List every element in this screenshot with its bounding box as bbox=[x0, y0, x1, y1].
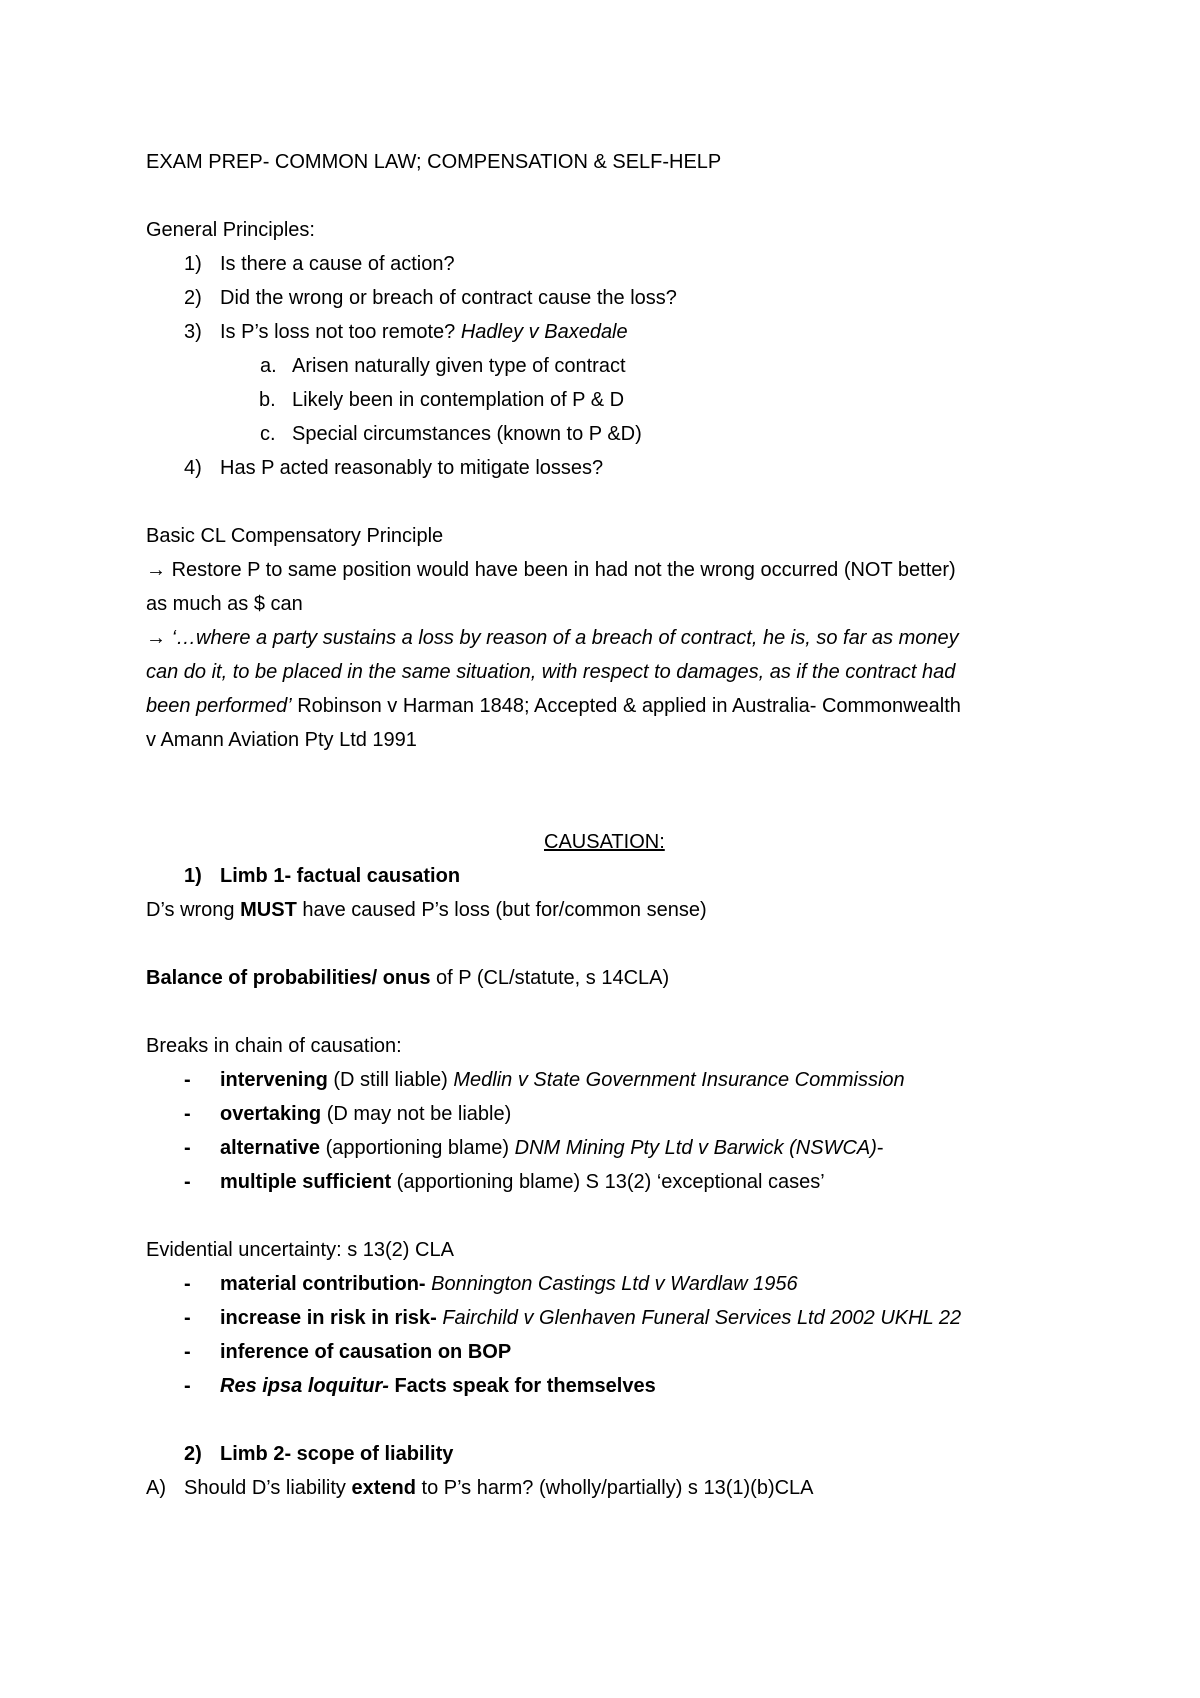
text-span: (apportioning blame) bbox=[320, 1137, 515, 1159]
text-span: to P’s harm? (wholly/partially) s 13(1)(b)CLA bbox=[415, 1477, 814, 1499]
sublist-letter: c. bbox=[260, 423, 276, 445]
bullet-dash: - bbox=[184, 1273, 191, 1295]
breaks-heading: Breaks in chain of causation: bbox=[146, 1035, 402, 1057]
text-span: have caused P’s loss (but for/common sense) bbox=[296, 899, 707, 921]
causation-heading: CAUSATION: bbox=[544, 831, 665, 853]
limb1-text bbox=[146, 896, 707, 924]
arrow-icon: → bbox=[146, 627, 166, 649]
emphasis: material contribution- bbox=[220, 1273, 426, 1295]
sublist-letter: b. bbox=[259, 389, 276, 411]
quote-line bbox=[146, 692, 961, 720]
text-span: (D still liable) bbox=[327, 1069, 454, 1091]
emphasis: increase in risk in risk- bbox=[220, 1307, 437, 1329]
text-span: Should D’s liability bbox=[184, 1477, 352, 1499]
list-item-text: Is P’s loss not too remote? bbox=[220, 321, 461, 343]
bullet-dash: - bbox=[184, 1103, 191, 1125]
emphasis: Res ipsa loquitur- bbox=[220, 1375, 389, 1397]
list-item: Is there a cause of action? bbox=[220, 253, 455, 275]
emphasis: extend bbox=[351, 1477, 416, 1499]
case-citation: DNM Mining Pty Ltd v Barwick (NSWCA) bbox=[514, 1137, 877, 1159]
case-citation: Robinson v Harman 1848; Accepted & applied in Australia- Commonwealth bbox=[291, 695, 961, 717]
list-item: Has P acted reasonably to mitigate losses? bbox=[220, 457, 604, 479]
quote-line bbox=[146, 624, 959, 652]
case-citation: Medlin v State Government Insurance Commission bbox=[453, 1069, 905, 1091]
case-citation: Bonnington Castings Ltd v Wardlaw 1956 bbox=[425, 1273, 798, 1295]
emphasis: intervening bbox=[220, 1069, 328, 1091]
general-principles-heading: General Principles: bbox=[146, 219, 315, 241]
compensatory-text: Restore P to same position would have been in had not the wrong occurred (NOT better) bbox=[171, 559, 956, 581]
bullet-dash: - bbox=[184, 1307, 191, 1329]
quote-text: been performed’ bbox=[146, 695, 292, 717]
limb1-heading: Limb 1- factual causation bbox=[220, 865, 461, 887]
list-item bbox=[220, 1304, 961, 1332]
list-number: 4) bbox=[184, 457, 202, 479]
quote-line: can do it, to be placed in the same situation, with respect to damages, as if the contract had bbox=[146, 661, 956, 683]
case-citation: v Amann Aviation Pty Ltd 1991 bbox=[146, 729, 417, 751]
emphasis: overtaking bbox=[220, 1103, 322, 1125]
sublist-letter: a. bbox=[260, 355, 277, 377]
burden-of-proof bbox=[146, 964, 669, 992]
limb-number: 1) bbox=[184, 865, 202, 887]
list-item: inference of causation on BOP bbox=[220, 1341, 512, 1363]
limb2-heading: Limb 2- scope of liability bbox=[220, 1443, 454, 1465]
list-item bbox=[184, 1474, 814, 1502]
text-span: - bbox=[876, 1137, 884, 1159]
list-letter: A) bbox=[146, 1477, 166, 1499]
bullet-dash: - bbox=[184, 1341, 191, 1363]
sublist-item: Likely been in contemplation of P & D bbox=[292, 389, 625, 411]
text-span: (D may not be liable) bbox=[321, 1103, 512, 1125]
list-item bbox=[220, 1372, 656, 1400]
compensatory-heading: Basic CL Compensatory Principle bbox=[146, 525, 444, 547]
sublist-item: Special circumstances (known to P &D) bbox=[292, 423, 642, 445]
evidential-heading: Evidential uncertainty: s 13(2) CLA bbox=[146, 1239, 454, 1261]
list-number: 3) bbox=[184, 321, 202, 343]
emphasis: multiple sufficient bbox=[220, 1171, 392, 1193]
arrow-icon: → bbox=[146, 559, 166, 581]
emphasis: MUST bbox=[240, 899, 297, 921]
bullet-dash: - bbox=[184, 1137, 191, 1159]
list-item bbox=[220, 318, 628, 346]
bullet-dash: - bbox=[184, 1375, 191, 1397]
list-number: 1) bbox=[184, 253, 202, 275]
text-span: of P (CL/statute, s 14CLA) bbox=[430, 967, 670, 989]
quote-text: ‘…where a party sustains a loss by reason of a breach of contract, he is, so far as money bbox=[171, 627, 959, 649]
bullet-dash: - bbox=[184, 1171, 191, 1193]
list-item: Did the wrong or breach of contract cause the loss? bbox=[220, 287, 677, 309]
list-item bbox=[220, 1168, 825, 1196]
compensatory-line-cont: as much as $ can bbox=[146, 593, 303, 615]
case-citation: Hadley v Baxedale bbox=[460, 321, 628, 343]
list-number: 2) bbox=[184, 287, 202, 309]
list-item bbox=[220, 1134, 884, 1162]
list-item bbox=[220, 1066, 905, 1094]
sublist-item: Arisen naturally given type of contract bbox=[292, 355, 626, 377]
text-span: D’s wrong bbox=[146, 899, 241, 921]
compensatory-line bbox=[146, 556, 956, 584]
limb-number: 2) bbox=[184, 1443, 202, 1465]
bullet-dash: - bbox=[184, 1069, 191, 1091]
list-item bbox=[220, 1270, 798, 1298]
list-item bbox=[220, 1100, 511, 1128]
case-citation: Fairchild v Glenhaven Funeral Services Ltd 2002 UKHL 22 bbox=[436, 1307, 962, 1329]
text-span: (apportioning blame) S 13(2) ‘exceptional cases’ bbox=[391, 1171, 825, 1193]
emphasis: Balance of probabilities/ onus bbox=[146, 967, 431, 989]
emphasis: alternative bbox=[220, 1137, 321, 1159]
emphasis: Facts speak for themselves bbox=[388, 1375, 656, 1397]
document-title: EXAM PREP- COMMON LAW; COMPENSATION & SELF-HELP bbox=[146, 151, 722, 173]
